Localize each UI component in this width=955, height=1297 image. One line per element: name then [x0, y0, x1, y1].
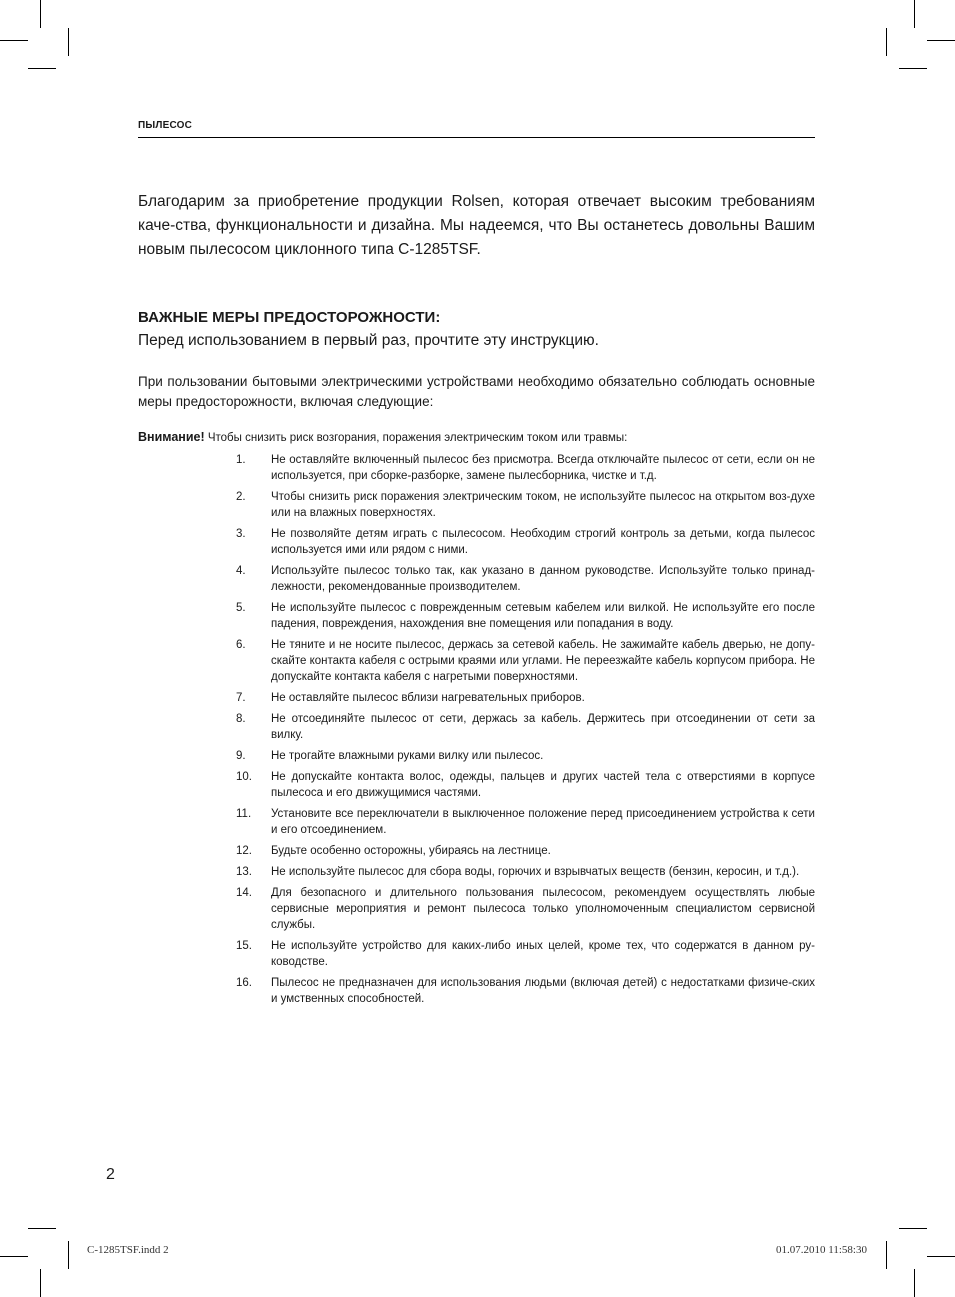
crop-mark	[927, 40, 955, 41]
list-item-text: Не допускайте контакта волос, одежды, пальцев и других частей тела с отверстиями в корпусе пылесоса и его движущимися частями.	[271, 771, 815, 799]
list-item-number: 9.	[236, 750, 246, 762]
list-item	[236, 637, 815, 685]
precautions-list	[236, 452, 815, 1012]
section-label: ПЫЛЕСОС	[138, 120, 193, 131]
crop-mark	[68, 28, 69, 56]
list-item	[236, 975, 815, 1007]
crop-mark	[899, 1228, 927, 1229]
crop-mark	[899, 68, 927, 69]
list-item-text: Используйте пылесос только так, как указано в данном руководстве. Используйте только принад-лежности, рекомендованные производителем.	[271, 565, 815, 593]
list-item-number: 14.	[236, 887, 252, 899]
list-item	[236, 711, 815, 743]
list-item-number: 11.	[236, 808, 252, 820]
list-item-text: Не используйте пылесос с поврежденным сетевым кабелем или вилкой. Не используйте его после падения, повреждения, нахождения вне помещения или попадания в воду.	[271, 602, 815, 630]
list-item	[236, 806, 815, 838]
page-number: 2	[106, 1166, 115, 1183]
crop-mark	[914, 1269, 915, 1297]
list-item-text: Для безопасного и длительного пользования пылесосом, рекомендуем осуществлять любые сервисные мероприятия и ремонт пылесоса только уполномоченным специалистом сервисной службы.	[271, 887, 815, 931]
list-item-text: Не трогайте влажными руками вилку или пылесос.	[271, 750, 544, 762]
list-item-number: 10.	[236, 771, 252, 783]
list-item	[236, 690, 815, 706]
list-item	[236, 526, 815, 558]
intro-paragraph: Благодарим за приобретение продукции Rolsen, которая отвечает высоким требованиям каче-ства, функциональности и дизайна. Мы надеемся, что Вы останетесь довольны Вашим новым пылесосом циклонного типа С-1285TSF.	[138, 193, 815, 258]
crop-mark	[0, 1256, 28, 1257]
list-item-text: Не тяните и не носите пылесос, держась за сетевой кабель. Не зажимайте кабель дверью, не допу-скайте контакта кабеля с острыми краями или углами. Не переезжайте кабель корпусом прибора. Не допускайте контакта кабеля с нагретыми поверхностями.	[271, 639, 815, 683]
crop-mark	[914, 0, 915, 28]
list-item-number: 7.	[236, 692, 246, 704]
list-item-text: Не используйте пылесос для сбора воды, горючих и взрывчатых веществ (бензин, керосин, и т.д.).	[271, 866, 800, 878]
list-item-text: Установите все переключатели в выключенное положение перед присоединением устройства к сети и его отсоединением.	[271, 808, 815, 836]
safety-subheading: Перед использованием в первый раз, прочтите эту инструкцию.	[138, 332, 599, 349]
safety-heading: ВАЖНЫЕ МЕРЫ ПРЕДОСТОРОЖНОСТИ:	[138, 309, 441, 326]
crop-mark	[927, 1256, 955, 1257]
warning-line	[138, 430, 815, 444]
list-item-number: 4.	[236, 565, 246, 577]
crop-mark	[68, 1241, 69, 1269]
list-item-text: Не отсоединяйте пылесос от сети, держась за кабель. Держитесь при отсоединении от сети за вилку.	[271, 713, 815, 741]
list-item-number: 1.	[236, 454, 246, 466]
list-item-text: Чтобы снизить риск поражения электрическим током, не используйте пылесос на открытом воз-духе или на влажных поверхностях.	[271, 491, 815, 519]
list-item	[236, 843, 815, 859]
crop-mark	[28, 1228, 56, 1229]
list-item	[236, 885, 815, 933]
crop-mark	[886, 28, 887, 56]
list-item	[236, 452, 815, 484]
warning-label: Внимание!	[138, 430, 205, 444]
list-item-number: 16.	[236, 977, 252, 989]
list-item-number: 12.	[236, 845, 252, 857]
list-item-number: 2.	[236, 491, 246, 503]
list-item-text: Не используйте устройство для каких-либо иных целей, кроме тех, что содержатся в данном ру-ководстве.	[271, 940, 815, 968]
list-item	[236, 600, 815, 632]
list-item-text: Не позволяйте детям играть с пылесосом. Необходим строгий контроль за детьми, когда пылесос используется ими или рядом с ними.	[271, 528, 815, 556]
list-item	[236, 769, 815, 801]
crop-mark	[28, 68, 56, 69]
header-divider	[138, 137, 815, 138]
crop-mark	[40, 0, 41, 28]
list-item-number: 15.	[236, 940, 252, 952]
footer-filename: C-1285TSF.indd 2	[87, 1244, 169, 1256]
list-item	[236, 864, 815, 880]
list-item-text: Пылесос не предназначен для использования людьми (включая детей) с недостатками физиче-ских и умственных способностей.	[271, 977, 815, 1005]
crop-mark	[886, 1241, 887, 1269]
list-item-number: 6.	[236, 639, 246, 651]
warning-text: Чтобы снизить риск возгорания, поражения электрическим током или травмы:	[204, 432, 628, 444]
general-precautions: При пользовании бытовыми электрическими устройствами необходимо обязательно соблюдать основные меры предосторожности, включая следующие:	[138, 374, 815, 409]
list-item	[236, 563, 815, 595]
list-item-text: Не оставляйте включенный пылесос без присмотра. Всегда отключайте пылесос от сети, если он не используется, при сборке-разборке, замене пылесборника, чистке и т.д.	[271, 454, 815, 482]
crop-mark	[40, 1269, 41, 1297]
list-item	[236, 748, 815, 764]
crop-mark	[0, 40, 28, 41]
list-item-text: Будьте особенно осторожны, убираясь на лестнице.	[271, 845, 551, 857]
list-item-text: Не оставляйте пылесос вблизи нагревательных приборов.	[271, 692, 585, 704]
list-item	[236, 489, 815, 521]
list-item-number: 5.	[236, 602, 246, 614]
list-item-number: 8.	[236, 713, 246, 725]
list-item-number: 3.	[236, 528, 246, 540]
list-item-number: 13.	[236, 866, 252, 878]
footer-timestamp: 01.07.2010 11:58:30	[776, 1244, 867, 1256]
list-item	[236, 938, 815, 970]
